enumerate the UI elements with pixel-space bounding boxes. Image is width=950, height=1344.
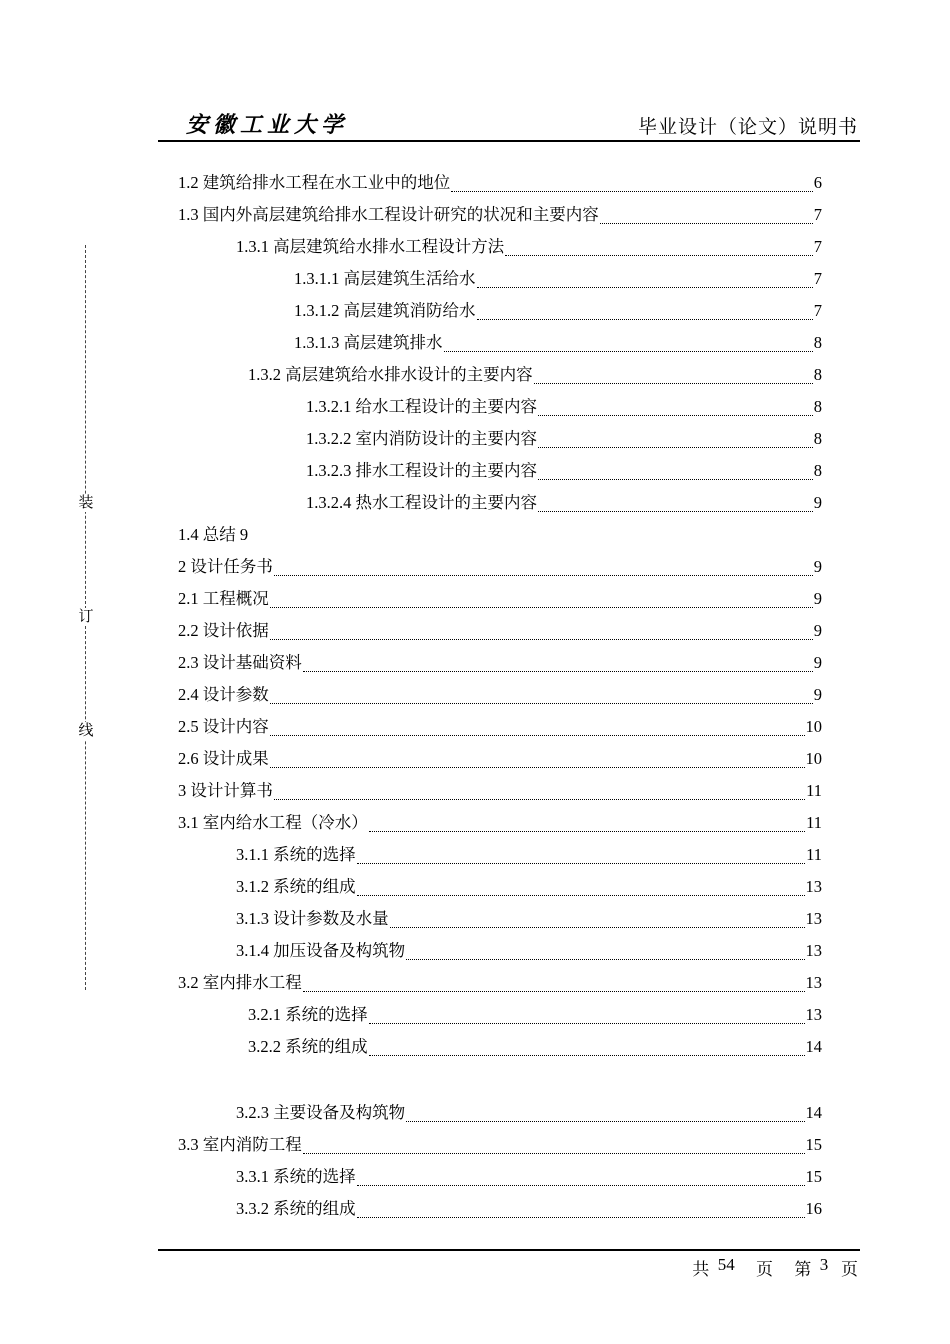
document-type: 毕业设计（论文）说明书 — [637, 117, 858, 138]
toc-entry-page: 14 — [805, 1103, 822, 1122]
toc-entry-title: 3.1.1 系统的选择 — [236, 845, 356, 864]
toc-entry[interactable] — [178, 615, 822, 647]
toc-dot-leader — [270, 693, 813, 704]
toc-dot-leader — [357, 1175, 805, 1186]
toc-dot-leader — [357, 1207, 805, 1218]
toc-dot-leader — [274, 565, 813, 576]
toc-dot-leader — [390, 917, 805, 928]
toc-entry[interactable] — [306, 455, 822, 487]
toc-entry-page: 9 — [813, 493, 822, 512]
toc-entry[interactable] — [294, 295, 822, 327]
toc-entry[interactable] — [248, 359, 822, 391]
toc-entry[interactable] — [178, 647, 822, 679]
toc-entry-page: 8 — [813, 461, 822, 480]
university-logo-text: 安徽工业大学 — [186, 112, 349, 138]
toc-entry[interactable] — [236, 1193, 822, 1225]
toc-entry-page: 7 — [813, 237, 822, 256]
toc-entry[interactable] — [248, 1031, 822, 1063]
toc-dot-leader — [406, 949, 804, 960]
toc-dot-leader — [369, 1045, 805, 1056]
toc-entry[interactable] — [236, 903, 822, 935]
toc-dot-leader — [477, 309, 813, 320]
toc-entry[interactable] — [236, 1161, 822, 1193]
toc-dot-leader — [538, 405, 813, 416]
toc-dot-leader — [538, 469, 813, 480]
binding-char-zhuang: 装 — [78, 495, 94, 511]
toc-entry-title: 2.5 设计内容 — [178, 717, 269, 736]
toc-entry-title: 1.2 建筑给排水工程在水工业中的地位 — [178, 173, 451, 192]
toc-entry-page: 10 — [805, 749, 822, 768]
toc-dot-leader — [270, 757, 805, 768]
toc-entry-page: 9 — [813, 685, 822, 704]
header-rule — [158, 140, 860, 142]
toc-entry[interactable] — [178, 519, 822, 551]
toc-entry-page: 13 — [805, 877, 822, 896]
toc-dot-leader — [357, 885, 805, 896]
toc-entry-page: 9 — [813, 557, 822, 576]
toc-entry-title: 3.2 室内排水工程 — [178, 973, 302, 992]
toc-entry-title: 1.3.1.1 高层建筑生活给水 — [294, 269, 476, 288]
toc-entry[interactable] — [248, 999, 822, 1031]
toc-entry[interactable] — [178, 199, 822, 231]
toc-entry-page: 9 — [813, 589, 822, 608]
toc-dot-leader — [270, 597, 813, 608]
toc-entry[interactable] — [236, 871, 822, 903]
toc-entry-title: 1.3.2.4 热水工程设计的主要内容 — [306, 493, 537, 512]
toc-entry[interactable] — [178, 551, 822, 583]
toc-entry-title: 1.3.1.3 高层建筑排水 — [294, 333, 443, 352]
footer-total-pages: 54 — [717, 1255, 735, 1274]
toc-entry[interactable] — [306, 487, 822, 519]
toc-entry-title: 1.3.2.2 室内消防设计的主要内容 — [306, 429, 537, 448]
toc-entry-page: 15 — [805, 1167, 822, 1186]
toc-dot-leader — [369, 1013, 805, 1024]
toc-entry[interactable] — [294, 263, 822, 295]
toc-entry[interactable] — [178, 743, 822, 775]
toc-dot-leader — [303, 981, 805, 992]
footer-current-suffix: 页 — [841, 1260, 858, 1279]
toc-dot-leader — [477, 277, 813, 288]
toc-dot-leader — [538, 501, 813, 512]
toc-entry-title: 1.3.2.3 排水工程设计的主要内容 — [306, 461, 537, 480]
toc-dot-leader — [451, 181, 813, 192]
toc-entry-title: 3.1 室内给水工程（冷水） — [178, 813, 368, 832]
toc-dot-leader — [303, 1143, 805, 1154]
toc-entry-page: 7 — [813, 269, 822, 288]
toc-entry-page: 8 — [813, 397, 822, 416]
toc-entry-page: 13 — [805, 941, 822, 960]
toc-dot-leader — [505, 245, 813, 256]
toc-entry-title: 3.1.3 设计参数及水量 — [236, 909, 389, 928]
toc-entry[interactable] — [178, 967, 822, 999]
footer-total-suffix: 页 — [756, 1260, 773, 1279]
toc-entry-page: 11 — [806, 813, 822, 832]
binding-char-ding: 订 — [78, 609, 94, 625]
toc-entry-page: 16 — [805, 1199, 822, 1218]
toc-entry-title: 3.2.2 系统的组成 — [248, 1037, 368, 1056]
footer-rule — [158, 1249, 860, 1251]
toc-entry-page: 8 — [813, 333, 822, 352]
toc-entry-page: 13 — [805, 909, 822, 928]
toc-entry-title: 2.6 设计成果 — [178, 749, 269, 768]
toc-entry[interactable] — [178, 775, 822, 807]
footer-total-prefix: 共 — [692, 1260, 710, 1279]
toc-entry-title: 1.3.2.1 给水工程设计的主要内容 — [306, 397, 537, 416]
toc-dot-leader — [538, 437, 813, 448]
toc-entry-title: 1.4 总结 9 — [178, 525, 249, 544]
toc-entry-page: 13 — [805, 973, 822, 992]
toc-entry-title: 2.1 工程概况 — [178, 589, 269, 608]
toc-entry-page: 7 — [813, 205, 822, 224]
toc-entry-title: 3.3.2 系统的组成 — [236, 1199, 356, 1218]
toc-entry[interactable] — [236, 935, 822, 967]
toc-entry-page: 11 — [806, 781, 822, 800]
toc-entry-title: 3.2.1 系统的选择 — [248, 1005, 368, 1024]
toc-entry-title: 2.4 设计参数 — [178, 685, 269, 704]
toc-dot-leader — [444, 341, 813, 352]
toc-entry[interactable] — [306, 391, 822, 423]
toc-entry[interactable] — [178, 711, 822, 743]
toc-entry[interactable] — [178, 807, 822, 839]
toc-dot-leader — [600, 213, 813, 224]
toc-entry-title: 1.3.1 高层建筑给水排水工程设计方法 — [236, 237, 505, 256]
toc-entry-title: 3.3 室内消防工程 — [178, 1135, 302, 1154]
toc-entry-page: 9 — [813, 653, 822, 672]
toc-dot-leader — [270, 725, 805, 736]
toc-dot-leader — [369, 821, 805, 832]
toc-entry-title: 3 设计计算书 — [178, 781, 273, 800]
toc-dot-leader — [357, 853, 805, 864]
toc-entry-page: 7 — [813, 301, 822, 320]
toc-entry-title: 3.2.3 主要设备及构筑物 — [236, 1103, 406, 1122]
toc-entry-page: 14 — [805, 1037, 822, 1056]
toc-entry[interactable] — [294, 327, 822, 359]
footer-current-page: 3 — [819, 1255, 829, 1274]
toc-entry-title: 3.1.4 加压设备及构筑物 — [236, 941, 406, 960]
toc-entry-page: 13 — [805, 1005, 822, 1024]
toc-entry[interactable] — [236, 1097, 822, 1129]
toc-entry-page: 11 — [806, 845, 822, 864]
toc-entry[interactable] — [306, 423, 822, 455]
toc-entry-page: 9 — [813, 621, 822, 640]
toc-dot-leader — [270, 629, 813, 640]
page-footer — [692, 1255, 858, 1280]
toc-dot-leader — [274, 789, 805, 800]
toc-entry-title: 3.1.2 系统的组成 — [236, 877, 356, 896]
toc-entry-page: 10 — [805, 717, 822, 736]
toc-entry[interactable] — [178, 1129, 822, 1161]
toc-entry-title: 2.2 设计依据 — [178, 621, 269, 640]
toc-entry-title: 2 设计任务书 — [178, 557, 273, 576]
toc-entry-title: 1.3.2 高层建筑给水排水设计的主要内容 — [248, 365, 533, 384]
toc-entry[interactable] — [236, 231, 822, 263]
toc-entry[interactable] — [236, 839, 822, 871]
toc-entry-title: 1.3.1.2 高层建筑消防给水 — [294, 301, 476, 320]
toc-dot-leader — [406, 1111, 804, 1122]
toc-entry-title: 3.3.1 系统的选择 — [236, 1167, 356, 1186]
binding-char-xian: 线 — [78, 723, 94, 739]
toc-entry[interactable] — [178, 583, 822, 615]
toc-entry-page: 6 — [813, 173, 822, 192]
toc-entry-title: 1.3 国内外高层建筑给排水工程设计研究的状况和主要内容 — [178, 205, 599, 224]
toc-entry-page: 15 — [805, 1135, 822, 1154]
toc-dot-leader — [534, 373, 813, 384]
toc-entry[interactable] — [178, 679, 822, 711]
toc-entry-title: 2.3 设计基础资料 — [178, 653, 302, 672]
footer-current-prefix: 第 — [794, 1260, 812, 1279]
toc-entry[interactable] — [178, 167, 822, 199]
toc-entry-page: 8 — [813, 365, 822, 384]
toc-dot-leader — [303, 661, 813, 672]
toc-entry-page: 8 — [813, 429, 822, 448]
